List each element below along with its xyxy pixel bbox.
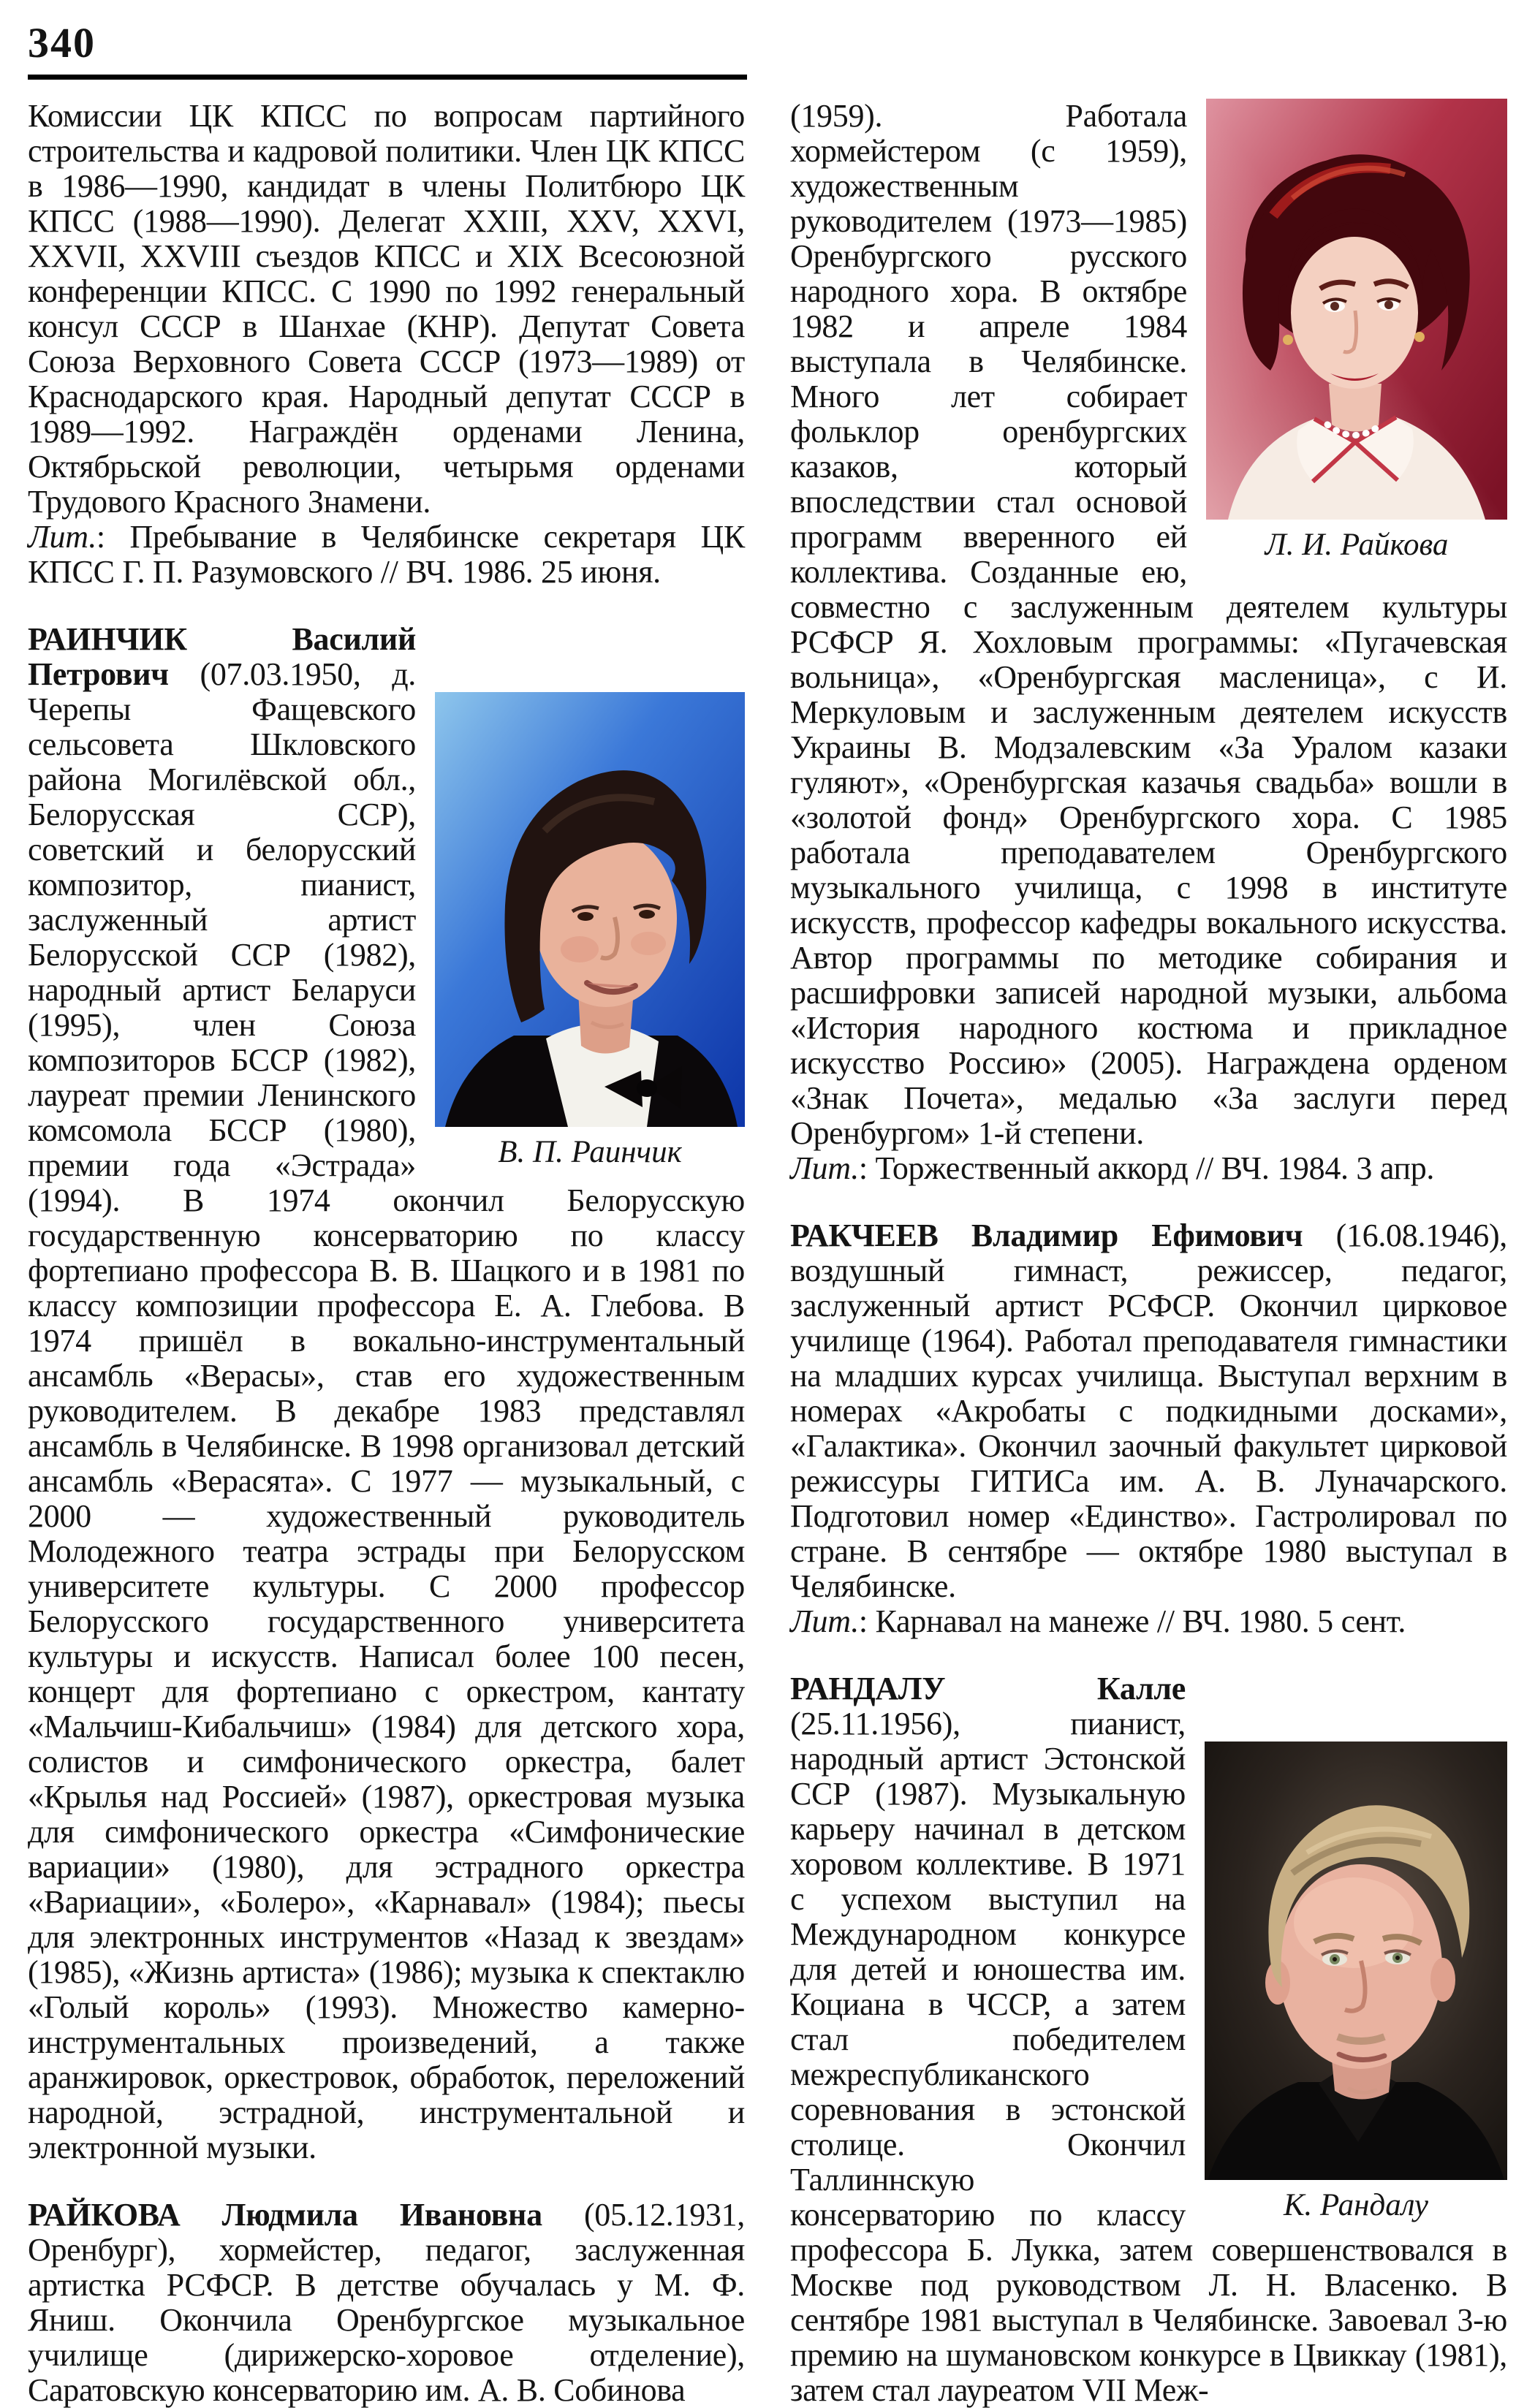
paragraph-raikova-continuation	[790, 99, 1507, 1151]
body-text: (16.08.1946), воздушный гимнаст, режиссер, педагог, заслуженный артист РСФСР. Окончил цирковое училище (1964). Работал преподавателя гимнастики на младших курсах училища. Выступал верхним в номерах «Акробаты с подкидными досками», «Галактика». Окончил заочный факультет цирковой режиссуры ГИТИСа им. А. В. Луначарского. Подготовил номер «Единство». Гастролировал по стране. В сентябре — октябре 1980 выступал в Челябинске.	[790, 1218, 1508, 1604]
entry-rakcheev	[790, 1218, 1507, 1604]
body-text: (05.12.1931, Оренбург), хормейстер, педагог, заслуженная артистка РСФСР. В детстве обучалась у М. Ф. Яниш. Окончила Оренбургское музыкальное училище (дирижерско-хоровое отделение), Саратовскую консерваторию им. А. В. Собинова	[28, 2197, 745, 2408]
portrait-randalu-image	[1205, 1742, 1507, 2180]
entry-rainchik	[28, 622, 745, 2165]
body-text: Комиссии ЦК КПСС по вопросам партийного строительства и кадровой политики. Член ЦК КПСС в 1986—1990, кандидат в члены Политбюро ЦК КПСС (1988—1990). Делегат XXIII, XXV, XXVI, XXVII, XXVIII съездов КПСС и XIX Всесоюзной конференции КПСС. С 1990 по 1992 генеральный консул СССР в Шанхае (КНР). Депутат Совета Союза Верховного Совета СССР (1973—1989) от Краснодарского края. Народный депутат СССР в 1989—1992. Награждён орденами Ленина, Октябрьской революции, четырьмя орденами Трудового Красного Знамени.	[28, 98, 745, 520]
photo-randalu	[1205, 1742, 1507, 2224]
lit-reference-rakcheev	[790, 1604, 1507, 1639]
lit-reference-raikova	[790, 1151, 1507, 1186]
body-text: (1959). Работала хормейстером (с 1959), художественным руководителем (1973—1985) Оренбургского русского народного хора. В октябре 1982 и апреле 1984 выступала в Челябинске. Много лет собирает фольклор оренбургских казаков, который впоследствии стал основой программ вверенного ей коллектива. Созданные ею, совместно с заслуженным деятелем культуры РСФСР Я. Хохловым программы: «Пугачевская вольница», «Оренбургская масленица», с И. Меркуловым и заслуженным деятелем искусств Украины В. Модзалевским «За Уралом казаки гуляют», «Оренбургская казачья свадьба» вошли в «золотой фонд» Оренбургского хора. С 1985 работала преподавателем Оренбургского музыкального училища, с 1998 в институте искусств, профессор кафедры вокального искусства. Автор программы по методике собирания и расшифровки записей народной музыки, альбома «История народного костюма и прикладное искусство Россию» (2005). Награждена орденом «Знак Почета», медалью «За заслуги перед Оренбургом» 1-й степени.	[790, 98, 1507, 1151]
photo-caption-randalu: К. Рандалу	[1283, 2188, 1429, 2222]
photo-caption-raikova: Л. И. Райкова	[1265, 528, 1449, 562]
body-text: (25.11.1956), пианист, народный артист Эстонской ССР (1987). Музыкальную карьеру начинал в детском хоровом коллективе. В 1971 с успехом выступил на Международном конкурсе для детей и юношества им. Коциана в ЧССР, а затем стал победителем межреспубликанского соревнования в эстонской столице. Окончил Таллиннскую консерваторию по классу профессора Б. Лукка, затем совершенствовался в Москве под руководством Л. Н. Власенко. В сентябре 1981 выступал в Челябинске. Завоевал 3-ю премию на шумановском конкурсе в Цвиккау (1981), затем стал лауреатом VII Меж-	[790, 1706, 1507, 2408]
portrait-rainchik-image	[435, 692, 745, 1127]
portrait-raikova-image	[1206, 99, 1507, 520]
lit-reference-razumovsky	[28, 520, 745, 590]
lit-label: Лит.	[28, 519, 96, 555]
page-number: 340	[28, 19, 96, 67]
photo-rainchik	[435, 692, 745, 1171]
entry-name-rainchik: РАИНЧИК Василий Петрович	[28, 621, 416, 692]
page-header	[28, 19, 1507, 80]
paragraph-razumovsky-continuation	[28, 99, 745, 520]
right-column	[790, 99, 1507, 2408]
photo-raikova	[1206, 99, 1507, 563]
entry-name-rakcheev: РАКЧЕЕВ Владимир Ефимович	[790, 1218, 1303, 1253]
entry-randalu	[790, 1671, 1507, 2408]
entry-name-randalu: РАНДАЛУ Калле	[790, 1671, 1186, 1706]
lit-text: : Торжественный аккорд // ВЧ. 1984. 3 апр.	[858, 1150, 1435, 1186]
entry-raikova-start	[28, 2198, 745, 2408]
two-column-layout	[28, 99, 1507, 2408]
header-rule	[28, 75, 747, 80]
left-column	[28, 99, 745, 2408]
lit-text: : Пребывание в Челябинске секретаря ЦК КПСС Г. П. Разумовского // ВЧ. 1986. 25 июня.	[28, 519, 745, 590]
entry-name-raikova: РАЙКОВА Людмила Ивановна	[28, 2197, 542, 2233]
body-text: (07.03.1950, д. Черепы Фащевского сельсовета Шкловского района Могилёвской обл., Белорусская ССР), советский и белорусский композитор, пианист, заслуженный артист Белорусской ССР (1982), народный артист Беларуси (1995), член Союза композиторов БССР (1982), лауреат премии Ленинского комсомола БССР (1980), премии года «Эстрада» (1994). В 1974 окончил Белорусскую государственную консерваторию по классу фортепиано профессора В. В. Шацкого и в 1981 по классу композиции профессора Е. А. Глебова. В 1974 пришёл в вокально-инструментальный ансамбль «Верасы», став его художественным руководителем. В декабре 1983 представлял ансамбль в Челябинске. В 1998 организовал детский ансамбль «Верасята». С 1977 — музыкальный, с 2000 — художественный руководитель Молодежного театра эстрады при Белорусском университете культуры. С 2000 профессор Белорусского государственного университета культуры и искусств. Написал более 100 песен, концерт для фортепиано с оркестром, кантату «Мальчиш-Кибальчиш» (1984) для детского хора, солистов и симфонического оркестра, балет «Крылья над Россией» (1987), оркестровая музыка для симфонического оркестра «Симфонические вариации» (1980), для эстрадного оркестра «Вариации», «Болеро», «Карнавал» (1984); пьесы для электронных инструментов «Назад к звездам» (1985), «Жизнь артиста» (1986); музыка к спектаклю «Голый король» (1993). Множество камерно-инструментальных произведений, а также аранжировок, оркестровок, обработок, переложений народной, эстрадной, инструментальной и электронной музыки.	[28, 656, 745, 2165]
photo-caption-rainchik: В. П. Раинчик	[498, 1135, 682, 1169]
lit-text: : Карнавал на манеже // ВЧ. 1980. 5 сент.	[858, 1603, 1406, 1639]
lit-label: Лит.	[790, 1150, 859, 1186]
lit-label: Лит.	[790, 1603, 859, 1639]
